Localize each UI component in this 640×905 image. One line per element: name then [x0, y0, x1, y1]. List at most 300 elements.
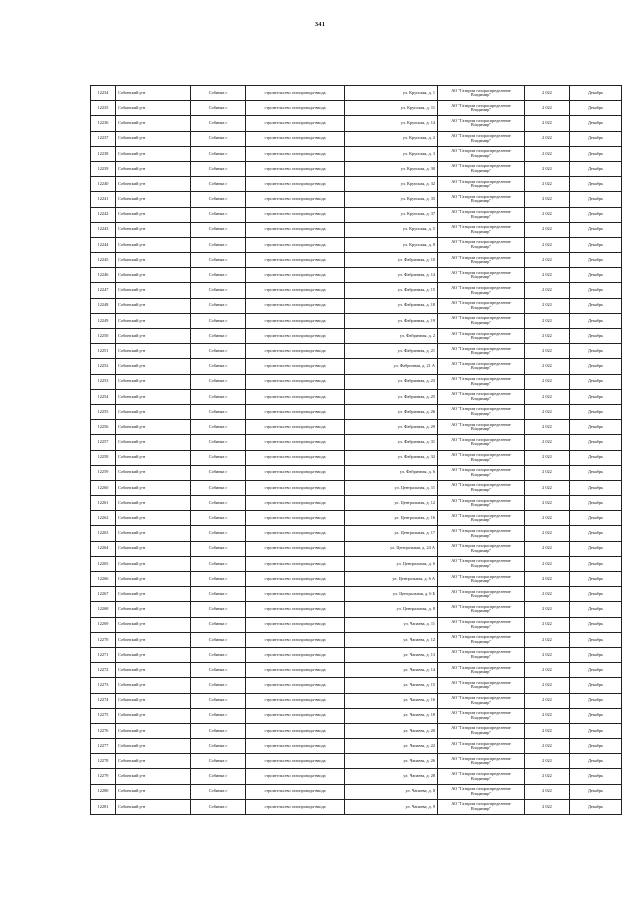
address-cell: ул. Фабричная, д. 14	[345, 268, 438, 283]
organization-cell	[438, 541, 525, 556]
district-cell: Собинский р-н	[116, 420, 191, 435]
year-cell: 2 022	[525, 374, 570, 389]
table-row	[91, 572, 622, 587]
row-number-cell: 12276	[91, 723, 116, 738]
organization-line-2: Владимир"	[470, 304, 492, 310]
organization-line-1: АО "Газпром газораспределение	[451, 588, 511, 594]
organization-line-1: АО "Газпром газораспределение	[451, 117, 511, 123]
organization-cell	[438, 799, 525, 814]
year-cell: 2 022	[525, 769, 570, 784]
year-cell: 2 022	[525, 799, 570, 814]
city-cell: Собинка г	[191, 116, 246, 131]
month-cell: Декабрь	[570, 389, 622, 404]
work-type-cell: строительство газопровода-ввода	[246, 359, 345, 374]
city-cell: Собинка г	[191, 283, 246, 298]
month-cell: Декабрь	[570, 663, 622, 678]
district-cell: Собинский р-н	[116, 359, 191, 374]
organization-line-2: Владимир"	[470, 684, 492, 690]
district-cell: Собинский р-н	[116, 253, 191, 268]
row-number-cell: 12263	[91, 526, 116, 541]
organization-line-2: Владимир"	[470, 502, 492, 508]
month-cell: Декабрь	[570, 268, 622, 283]
table-row	[91, 404, 622, 419]
row-number-cell: 12277	[91, 739, 116, 754]
organization-line-2: Владимир"	[470, 380, 492, 386]
table-row	[91, 799, 622, 814]
table-row	[91, 693, 622, 708]
month-cell: Декабрь	[570, 784, 622, 799]
city-cell: Собинка г	[191, 420, 246, 435]
address-cell: ул. Крупская, д. 35	[345, 192, 438, 207]
table-row	[91, 587, 622, 602]
organization-line-2: Владимир"	[470, 578, 492, 584]
month-cell: Декабрь	[570, 237, 622, 252]
month-cell: Декабрь	[570, 177, 622, 192]
organization-line-2: Владимир"	[470, 122, 492, 128]
year-cell: 2 022	[525, 784, 570, 799]
month-cell: Декабрь	[570, 769, 622, 784]
month-cell: Декабрь	[570, 146, 622, 161]
organization-line-2: Владимир"	[470, 790, 492, 796]
table-row	[91, 329, 622, 344]
row-number-cell: 12241	[91, 192, 116, 207]
district-cell: Собинский р-н	[116, 146, 191, 161]
address-cell: ул. Фабричная, д. 18	[345, 298, 438, 313]
work-type-cell: строительство газопровода-ввода	[246, 237, 345, 252]
organization-cell	[438, 374, 525, 389]
organization-line-2: Владимир"	[470, 760, 492, 766]
address-cell: ул. Чапаева, д. 20	[345, 723, 438, 738]
work-type-cell: строительство газопровода-ввода	[246, 268, 345, 283]
organization-line-2: Владимир"	[470, 319, 492, 325]
city-cell: Собинка г	[191, 663, 246, 678]
address-cell: ул. Чапаева, д. 16	[345, 693, 438, 708]
work-type-cell: строительство газопровода-ввода	[246, 389, 345, 404]
organization-line-1: АО "Газпром газораспределение	[451, 679, 511, 685]
organization-line-1: АО "Газпром газораспределение	[451, 573, 511, 579]
month-cell: Декабрь	[570, 329, 622, 344]
year-cell: 2 022	[525, 298, 570, 313]
year-cell: 2 022	[525, 329, 570, 344]
address-cell: ул. Крупская, д. 3	[345, 146, 438, 161]
month-cell: Декабрь	[570, 708, 622, 723]
city-cell: Собинка г	[191, 556, 246, 571]
month-cell: Декабрь	[570, 298, 622, 313]
month-cell: Декабрь	[570, 511, 622, 526]
table-row	[91, 511, 622, 526]
city-cell: Собинка г	[191, 754, 246, 769]
organization-line-1: АО "Газпром газораспределение	[451, 376, 511, 382]
district-cell: Собинский р-н	[116, 465, 191, 480]
address-cell: ул. Фабричная, д. 2	[345, 329, 438, 344]
organization-cell	[438, 769, 525, 784]
row-number-cell: 12257	[91, 435, 116, 450]
organization-line-1: АО "Газпром газораспределение	[451, 801, 511, 807]
organization-cell	[438, 146, 525, 161]
organization-line-1: АО "Газпром газораспределение	[451, 178, 511, 184]
address-cell: ул. Крупская, д. 5	[345, 222, 438, 237]
work-type-cell: строительство газопровода-ввода	[246, 480, 345, 495]
address-cell: ул. Фабричная, д. 6	[345, 465, 438, 480]
work-type-cell: строительство газопровода-ввода	[246, 769, 345, 784]
work-type-cell: строительство газопровода-ввода	[246, 86, 345, 101]
address-cell: ул. Фабричная, д. 10	[345, 253, 438, 268]
work-type-cell: строительство газопровода-ввода	[246, 632, 345, 647]
address-cell: ул. Крупская, д. 30	[345, 161, 438, 176]
year-cell: 2 022	[525, 313, 570, 328]
work-type-cell: строительство газопровода-ввода	[246, 526, 345, 541]
organization-cell	[438, 237, 525, 252]
work-type-cell: строительство газопровода-ввода	[246, 116, 345, 131]
month-cell: Декабрь	[570, 374, 622, 389]
city-cell: Собинка г	[191, 739, 246, 754]
work-type-cell: строительство газопровода-ввода	[246, 283, 345, 298]
organization-cell	[438, 587, 525, 602]
organization-cell	[438, 511, 525, 526]
table-row	[91, 754, 622, 769]
district-cell: Собинский р-н	[116, 602, 191, 617]
address-cell: ул. Фабричная, д. 32	[345, 450, 438, 465]
city-cell: Собинка г	[191, 435, 246, 450]
year-cell: 2 022	[525, 131, 570, 146]
organization-line-2: Владимир"	[470, 775, 492, 781]
work-type-cell: строительство газопровода-ввода	[246, 496, 345, 511]
address-cell: ул. Чапаева, д. 28	[345, 769, 438, 784]
district-cell: Собинский р-н	[116, 784, 191, 799]
table-row	[91, 739, 622, 754]
month-cell: Декабрь	[570, 101, 622, 116]
table-row	[91, 374, 622, 389]
row-number-cell: 12278	[91, 754, 116, 769]
table-row	[91, 602, 622, 617]
work-type-cell: строительство газопровода-ввода	[246, 344, 345, 359]
organization-line-1: АО "Газпром газораспределение	[451, 725, 511, 731]
organization-cell	[438, 784, 525, 799]
organization-line-2: Владимир"	[470, 365, 492, 371]
page-number: 341	[314, 21, 326, 28]
organization-cell	[438, 389, 525, 404]
address-cell: ул. Центральная, д. 11	[345, 480, 438, 495]
work-type-cell: строительство газопровода-ввода	[246, 799, 345, 814]
year-cell: 2 022	[525, 526, 570, 541]
month-cell: Декабрь	[570, 131, 622, 146]
district-cell: Собинский р-н	[116, 632, 191, 647]
organization-line-1: АО "Газпром газораспределение	[451, 224, 511, 230]
organization-line-1: АО "Газпром газораспределение	[451, 133, 511, 139]
address-cell: ул. Фабричная, д. 21 А	[345, 359, 438, 374]
month-cell: Декабрь	[570, 283, 622, 298]
table-row	[91, 237, 622, 252]
work-type-cell: строительство газопровода-ввода	[246, 617, 345, 632]
organization-cell	[438, 116, 525, 131]
organization-line-1: АО "Газпром газораспределение	[451, 755, 511, 761]
city-cell: Собинка г	[191, 131, 246, 146]
organization-line-1: АО "Газпром газораспределение	[451, 193, 511, 199]
year-cell: 2 022	[525, 404, 570, 419]
organization-line-2: Владимир"	[470, 547, 492, 553]
row-number-cell: 12248	[91, 298, 116, 313]
district-cell: Собинский р-н	[116, 101, 191, 116]
work-type-cell: строительство газопровода-ввода	[246, 556, 345, 571]
year-cell: 2 022	[525, 602, 570, 617]
row-number-cell: 12235	[91, 101, 116, 116]
city-cell: Собинка г	[191, 313, 246, 328]
table-row	[91, 146, 622, 161]
district-cell: Собинский р-н	[116, 131, 191, 146]
city-cell: Собинка г	[191, 465, 246, 480]
table-row	[91, 177, 622, 192]
district-cell: Собинский р-н	[116, 754, 191, 769]
organization-line-1: АО "Газпром газораспределение	[451, 148, 511, 154]
organization-line-2: Владимир"	[470, 654, 492, 660]
work-type-cell: строительство газопровода-ввода	[246, 784, 345, 799]
month-cell: Декабрь	[570, 632, 622, 647]
city-cell: Собинка г	[191, 222, 246, 237]
organization-line-1: АО "Газпром газораспределение	[451, 619, 511, 625]
work-type-cell: строительство газопровода-ввода	[246, 754, 345, 769]
organization-line-2: Владимир"	[470, 426, 492, 432]
year-cell: 2 022	[525, 222, 570, 237]
address-cell: ул. Крупская, д. 14	[345, 116, 438, 131]
organization-line-2: Владимир"	[470, 168, 492, 174]
organization-line-1: АО "Газпром газораспределение	[451, 269, 511, 275]
organization-cell	[438, 161, 525, 176]
year-cell: 2 022	[525, 587, 570, 602]
row-number-cell: 12270	[91, 632, 116, 647]
district-cell: Собинский р-н	[116, 435, 191, 450]
city-cell: Собинка г	[191, 374, 246, 389]
district-cell: Собинский р-н	[116, 708, 191, 723]
month-cell: Декабрь	[570, 222, 622, 237]
organization-line-1: АО "Газпром газораспределение	[451, 345, 511, 351]
city-cell: Собинка г	[191, 253, 246, 268]
city-cell: Собинка г	[191, 329, 246, 344]
organization-line-1: АО "Газпром газораспределение	[451, 603, 511, 609]
work-type-cell: строительство газопровода-ввода	[246, 572, 345, 587]
address-cell: ул. Крупская, д. 8	[345, 237, 438, 252]
city-cell: Собинка г	[191, 86, 246, 101]
organization-cell	[438, 86, 525, 101]
district-cell: Собинский р-н	[116, 177, 191, 192]
work-type-cell: строительство газопровода-ввода	[246, 465, 345, 480]
month-cell: Декабрь	[570, 693, 622, 708]
address-cell: ул. Фабричная, д. 21	[345, 344, 438, 359]
table-row	[91, 161, 622, 176]
table-row	[91, 389, 622, 404]
row-number-cell: 12234	[91, 86, 116, 101]
table-body	[91, 86, 622, 815]
organization-line-2: Владимир"	[470, 243, 492, 249]
year-cell: 2 022	[525, 192, 570, 207]
work-type-cell: строительство газопровода-ввода	[246, 222, 345, 237]
organization-line-1: АО "Газпром газораспределение	[451, 284, 511, 290]
city-cell: Собинка г	[191, 678, 246, 693]
organization-cell	[438, 101, 525, 116]
organization-line-1: АО "Газпром газораспределение	[451, 421, 511, 427]
organization-cell	[438, 435, 525, 450]
organization-cell	[438, 678, 525, 693]
district-cell: Собинский р-н	[116, 344, 191, 359]
year-cell: 2 022	[525, 480, 570, 495]
address-cell: ул. Центральная, д. 6	[345, 556, 438, 571]
row-number-cell: 12240	[91, 177, 116, 192]
month-cell: Декабрь	[570, 556, 622, 571]
month-cell: Декабрь	[570, 435, 622, 450]
work-type-cell: строительство газопровода-ввода	[246, 693, 345, 708]
year-cell: 2 022	[525, 556, 570, 571]
work-type-cell: строительство газопровода-ввода	[246, 647, 345, 662]
month-cell: Декабрь	[570, 754, 622, 769]
organization-cell	[438, 313, 525, 328]
month-cell: Декабрь	[570, 799, 622, 814]
table-row	[91, 359, 622, 374]
work-type-cell: строительство газопровода-ввода	[246, 678, 345, 693]
organization-cell	[438, 556, 525, 571]
month-cell: Декабрь	[570, 526, 622, 541]
address-cell: ул. Чапаева, д. 13	[345, 647, 438, 662]
year-cell: 2 022	[525, 86, 570, 101]
year-cell: 2 022	[525, 253, 570, 268]
district-cell: Собинский р-н	[116, 723, 191, 738]
year-cell: 2 022	[525, 723, 570, 738]
organization-line-1: АО "Газпром газораспределение	[451, 649, 511, 655]
city-cell: Собинка г	[191, 769, 246, 784]
organization-cell	[438, 283, 525, 298]
work-type-cell: строительство газопровода-ввода	[246, 207, 345, 222]
row-number-cell: 12267	[91, 587, 116, 602]
organization-cell	[438, 404, 525, 419]
table-row	[91, 131, 622, 146]
organization-line-1: АО "Газпром газораспределение	[451, 391, 511, 397]
month-cell: Декабрь	[570, 678, 622, 693]
city-cell: Собинка г	[191, 708, 246, 723]
row-number-cell: 12266	[91, 572, 116, 587]
organization-line-2: Владимир"	[470, 805, 492, 811]
month-cell: Декабрь	[570, 465, 622, 480]
row-number-cell: 12244	[91, 237, 116, 252]
district-cell: Собинский р-н	[116, 389, 191, 404]
work-type-cell: строительство газопровода-ввода	[246, 374, 345, 389]
district-cell: Собинский р-н	[116, 496, 191, 511]
year-cell: 2 022	[525, 572, 570, 587]
row-number-cell: 12256	[91, 420, 116, 435]
month-cell: Декабрь	[570, 723, 622, 738]
district-cell: Собинский р-н	[116, 192, 191, 207]
district-cell: Собинский р-н	[116, 769, 191, 784]
organization-cell	[438, 572, 525, 587]
organization-cell	[438, 754, 525, 769]
work-type-cell: строительство газопровода-ввода	[246, 511, 345, 526]
organization-cell	[438, 329, 525, 344]
city-cell: Собинка г	[191, 359, 246, 374]
organization-cell	[438, 222, 525, 237]
work-type-cell: строительство газопровода-ввода	[246, 663, 345, 678]
work-type-cell: строительство газопровода-ввода	[246, 146, 345, 161]
month-cell: Декабрь	[570, 86, 622, 101]
row-number-cell: 12254	[91, 389, 116, 404]
month-cell: Декабрь	[570, 192, 622, 207]
table-row	[91, 435, 622, 450]
table-row	[91, 541, 622, 556]
table-row	[91, 268, 622, 283]
month-cell: Декабрь	[570, 207, 622, 222]
year-cell: 2 022	[525, 708, 570, 723]
organization-line-1: АО "Газпром газораспределение	[451, 467, 511, 473]
district-cell: Собинский р-н	[116, 298, 191, 313]
city-cell: Собинка г	[191, 450, 246, 465]
address-cell: ул. Фабричная, д. 26	[345, 404, 438, 419]
city-cell: Собинка г	[191, 389, 246, 404]
district-cell: Собинский р-н	[116, 739, 191, 754]
row-number-cell: 12273	[91, 678, 116, 693]
address-cell: ул. Чапаева, д. 9	[345, 799, 438, 814]
month-cell: Декабрь	[570, 313, 622, 328]
year-cell: 2 022	[525, 207, 570, 222]
address-cell: ул. Фабричная, д. 25	[345, 389, 438, 404]
organization-line-1: АО "Газпром газораспределение	[451, 786, 511, 792]
organization-line-1: АО "Газпром газораспределение	[451, 330, 511, 336]
row-number-cell: 12246	[91, 268, 116, 283]
row-number-cell: 12272	[91, 663, 116, 678]
table-row	[91, 86, 622, 101]
organization-line-2: Владимир"	[470, 259, 492, 265]
organization-line-1: АО "Газпром газораспределение	[451, 710, 511, 716]
year-cell: 2 022	[525, 465, 570, 480]
table-row	[91, 617, 622, 632]
organization-line-1: АО "Газпром газораспределение	[451, 163, 511, 169]
row-number-cell: 12236	[91, 116, 116, 131]
organization-line-2: Владимир"	[470, 137, 492, 143]
district-cell: Собинский р-н	[116, 329, 191, 344]
year-cell: 2 022	[525, 541, 570, 556]
work-type-cell: строительство газопровода-ввода	[246, 101, 345, 116]
table-row	[91, 313, 622, 328]
year-cell: 2 022	[525, 511, 570, 526]
address-cell: ул. Фабричная, д. 23	[345, 374, 438, 389]
row-number-cell: 12239	[91, 161, 116, 176]
organization-line-1: АО "Газпром газораспределение	[451, 436, 511, 442]
table-row	[91, 298, 622, 313]
year-cell: 2 022	[525, 237, 570, 252]
row-number-cell: 12269	[91, 617, 116, 632]
table-row	[91, 253, 622, 268]
organization-line-2: Владимир"	[470, 486, 492, 492]
district-cell: Собинский р-н	[116, 693, 191, 708]
city-cell: Собинка г	[191, 602, 246, 617]
city-cell: Собинка г	[191, 647, 246, 662]
district-cell: Собинский р-н	[116, 511, 191, 526]
organization-line-1: АО "Газпром газораспределение	[451, 452, 511, 457]
work-type-cell: строительство газопровода-ввода	[246, 253, 345, 268]
work-type-cell: строительство газопровода-ввода	[246, 708, 345, 723]
year-cell: 2 022	[525, 359, 570, 374]
organization-line-2: Владимир"	[470, 608, 492, 614]
organization-line-2: Владимир"	[470, 107, 492, 113]
work-type-cell: строительство газопровода-ввода	[246, 541, 345, 556]
organization-line-2: Владимир"	[470, 198, 492, 204]
organization-line-1: АО "Газпром газораспределение	[451, 512, 511, 518]
city-cell: Собинка г	[191, 541, 246, 556]
year-cell: 2 022	[525, 344, 570, 359]
work-type-cell: строительство газопровода-ввода	[246, 313, 345, 328]
city-cell: Собинка г	[191, 161, 246, 176]
table-row	[91, 465, 622, 480]
organization-line-1: АО "Газпром газораспределение	[451, 239, 511, 245]
work-type-cell: строительство газопровода-ввода	[246, 161, 345, 176]
work-type-cell: строительство газопровода-ввода	[246, 450, 345, 465]
city-cell: Собинка г	[191, 480, 246, 495]
district-cell: Собинский р-н	[116, 450, 191, 465]
